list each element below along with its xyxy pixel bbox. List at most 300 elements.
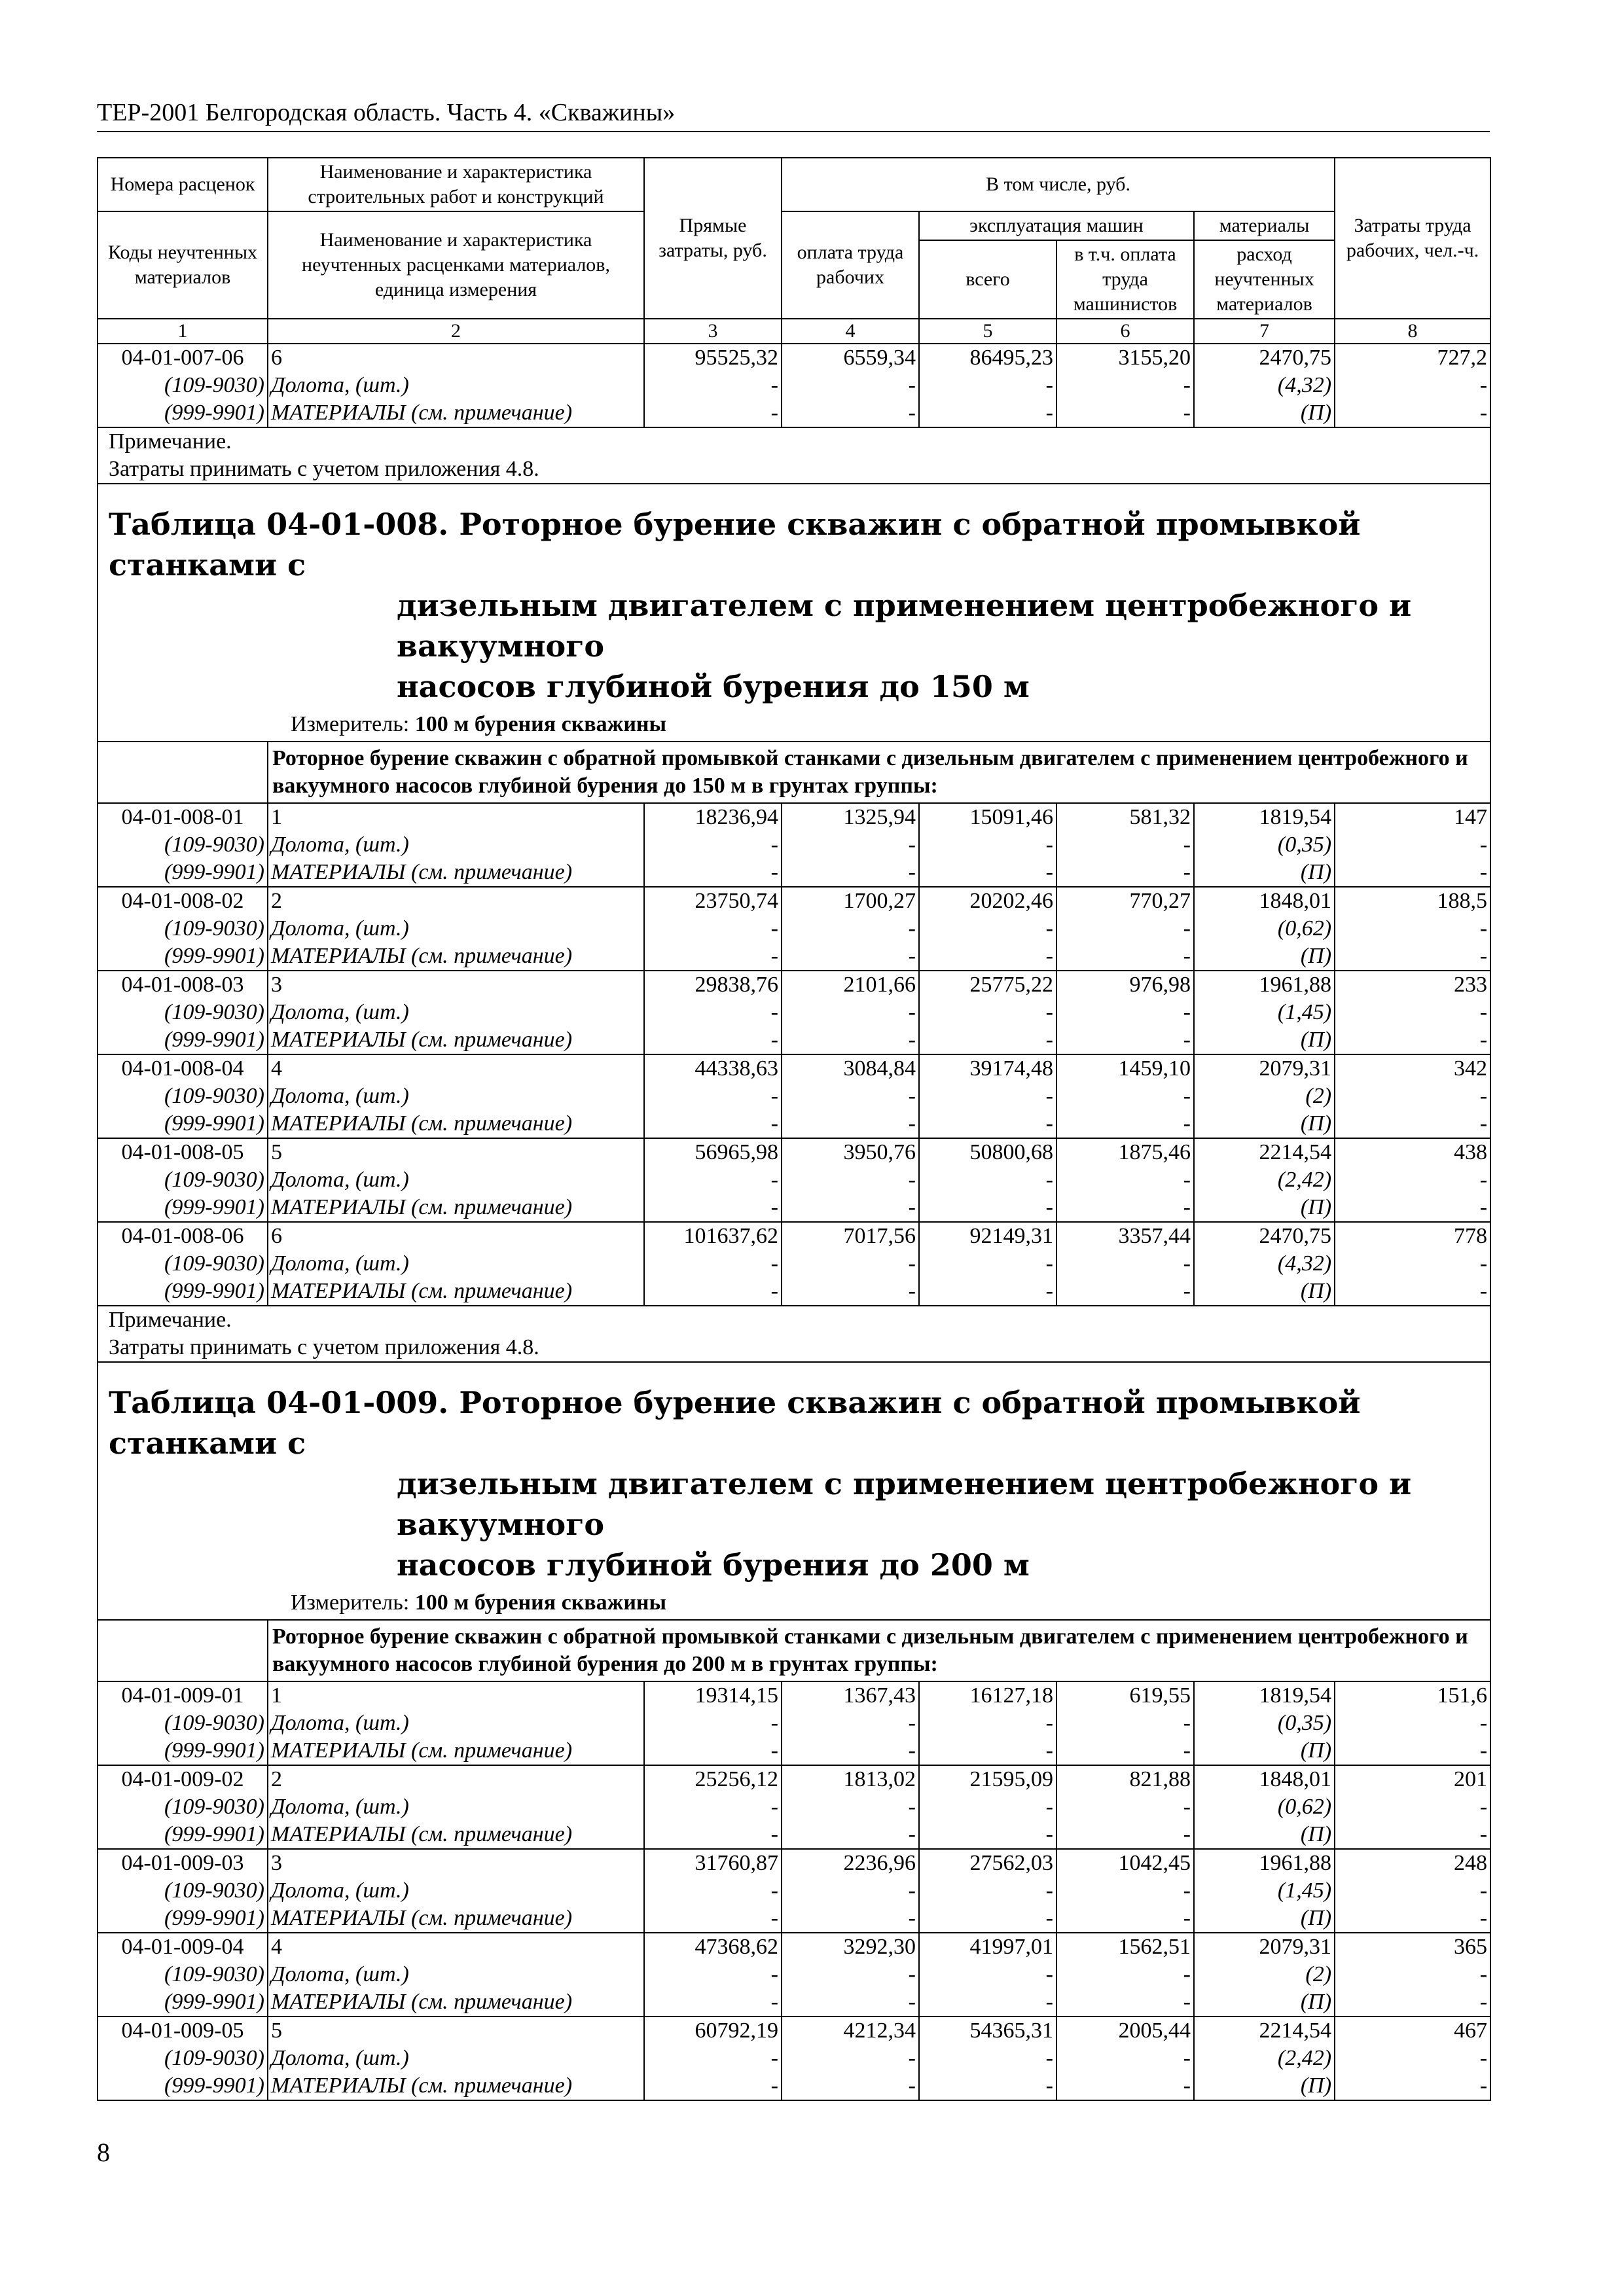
rate-code: 04-01-009-02 (98, 1765, 268, 1793)
dash: - (919, 372, 1056, 399)
value-c6: 581,32 (1056, 803, 1194, 831)
rate-name: 4 (268, 1933, 644, 1961)
dash: - (1056, 1250, 1194, 1278)
material-quantity: (2,42) (1194, 1166, 1335, 1194)
dash: - (1335, 1083, 1490, 1110)
column-number: 8 (1335, 319, 1490, 344)
note-text: Затраты принимать с учетом приложения 4.8. (109, 457, 539, 481)
dash: - (782, 1821, 919, 1849)
material-quantity: (1,45) (1194, 1877, 1335, 1905)
value-c3: 60792,19 (644, 2017, 782, 2045)
material-name: МАТЕРИАЛЫ (см. примечание) (268, 1026, 644, 1054)
rate-code: 04-01-009-04 (98, 1933, 268, 1961)
dash: - (919, 1194, 1056, 1222)
dash: - (1056, 1166, 1194, 1194)
dash: - (919, 1250, 1056, 1278)
dash: - (644, 1793, 782, 1821)
value-c8: 147 (1335, 803, 1490, 831)
value-c6: 1042,45 (1056, 1849, 1194, 1877)
column-number: 4 (782, 319, 919, 344)
value-c3: 18236,94 (644, 803, 782, 831)
value-c3: 47368,62 (644, 1933, 782, 1961)
value-c5: 41997,01 (919, 1933, 1056, 1961)
group-heading-row (98, 1620, 1490, 1681)
dash: - (644, 999, 782, 1026)
material-row (98, 1026, 1490, 1054)
material-code: (999-9901) (98, 942, 268, 971)
dash: - (1335, 1026, 1490, 1054)
dash: - (919, 831, 1056, 859)
value-c5: 20202,46 (919, 887, 1056, 915)
dash: - (919, 1877, 1056, 1905)
material-quantity: (П) (1194, 1278, 1335, 1306)
material-quantity: (0,35) (1194, 831, 1335, 859)
dash: - (644, 1110, 782, 1138)
dash: - (1056, 1905, 1194, 1933)
dash: - (782, 942, 919, 971)
dash: - (644, 942, 782, 971)
material-row (98, 1710, 1490, 1737)
header-total: всего (919, 240, 1056, 319)
table-row (98, 1138, 1490, 1166)
dash: - (1056, 1026, 1194, 1054)
value-c7: 1961,88 (1194, 1849, 1335, 1877)
column-number: 2 (268, 319, 644, 344)
dash: - (919, 1083, 1056, 1110)
material-name: МАТЕРИАЛЫ (см. примечание) (268, 1194, 644, 1222)
value-c8: 151,6 (1335, 1681, 1490, 1710)
value-c7: 1848,01 (1194, 1765, 1335, 1793)
dash: - (1056, 1961, 1194, 1988)
dash: - (782, 1083, 919, 1110)
material-row (98, 942, 1490, 971)
material-row (98, 399, 1490, 427)
material-code: (109-9030) (98, 372, 268, 399)
value-c4: 4212,34 (782, 2017, 919, 2045)
dash: - (644, 1710, 782, 1737)
dash: - (782, 1278, 919, 1306)
value-c8: 342 (1335, 1054, 1490, 1083)
dash: - (1056, 1110, 1194, 1138)
value-c8: 438 (1335, 1138, 1490, 1166)
header-direct: Прямые затраты, руб. (644, 158, 782, 319)
dash: - (1056, 1083, 1194, 1110)
dash: - (919, 2045, 1056, 2072)
material-code: (999-9901) (98, 859, 268, 887)
measure-label: Измеритель: (291, 1590, 410, 1615)
rate-name: 3 (268, 1849, 644, 1877)
value-c7: 2470,75 (1194, 1222, 1335, 1250)
dash: - (644, 1026, 782, 1054)
table-row (98, 1933, 1490, 1961)
dash: - (1335, 2045, 1490, 2072)
dash: - (1056, 1278, 1194, 1306)
dash: - (1056, 399, 1194, 427)
dash: - (1056, 859, 1194, 887)
table-row (98, 971, 1490, 999)
material-quantity: (П) (1194, 1988, 1335, 2017)
material-quantity: (П) (1194, 1026, 1335, 1054)
dash: - (1335, 1905, 1490, 1933)
dash: - (782, 1194, 919, 1222)
material-row (98, 1737, 1490, 1765)
value-c3: 29838,76 (644, 971, 782, 999)
value-c4: 1813,02 (782, 1765, 919, 1793)
material-code: (109-9030) (98, 831, 268, 859)
table-title-line2: дизельным двигателем с применением центробежного и вакуумного (397, 1466, 1412, 1542)
rate-code: 04-01-009-05 (98, 2017, 268, 2045)
column-number: 1 (98, 319, 268, 344)
table-row (98, 2017, 1490, 2045)
material-code: (999-9901) (98, 399, 268, 427)
value-c3: 19314,15 (644, 1681, 782, 1710)
value-c8: 467 (1335, 2017, 1490, 2045)
material-name: МАТЕРИАЛЫ (см. примечание) (268, 399, 644, 427)
dash: - (644, 1083, 782, 1110)
dash: - (919, 1166, 1056, 1194)
material-row (98, 999, 1490, 1026)
material-name: Долота, (шт.) (268, 915, 644, 942)
value-c3: 23750,74 (644, 887, 782, 915)
table-title-line2: дизельным двигателем с применением центробежного и вакуумного (397, 588, 1412, 664)
dash: - (919, 2072, 1056, 2100)
value-c6: 1562,51 (1056, 1933, 1194, 1961)
material-code: (999-9901) (98, 1026, 268, 1054)
dash: - (782, 1710, 919, 1737)
rate-name: 3 (268, 971, 644, 999)
table-row (98, 1681, 1490, 1710)
note-title: Примечание. (109, 1308, 232, 1332)
dash: - (919, 1026, 1056, 1054)
dash: - (1056, 1821, 1194, 1849)
value-c7: 2470,75 (1194, 344, 1335, 372)
rate-name: 6 (268, 1222, 644, 1250)
value-c7: 2079,31 (1194, 1054, 1335, 1083)
material-name: МАТЕРИАЛЫ (см. примечание) (268, 859, 644, 887)
rate-code: 04-01-007-06 (98, 344, 268, 372)
material-row (98, 831, 1490, 859)
value-c8: 248 (1335, 1849, 1490, 1877)
dash: - (782, 1961, 919, 1988)
dash: - (644, 1821, 782, 1849)
group-heading-row (98, 742, 1490, 803)
value-c4: 1367,43 (782, 1681, 919, 1710)
material-name: МАТЕРИАЛЫ (см. примечание) (268, 1988, 644, 2017)
value-c7: 2079,31 (1194, 1933, 1335, 1961)
material-code: (109-9030) (98, 1166, 268, 1194)
rate-code: 04-01-008-01 (98, 803, 268, 831)
material-row (98, 1250, 1490, 1278)
table-row (98, 1849, 1490, 1877)
value-c4: 3084,84 (782, 1054, 919, 1083)
dash: - (1335, 2072, 1490, 2100)
table-title: Таблица 04-01-009. Роторное бурение скважин с обратной промывкой станками с (109, 1385, 1361, 1461)
material-quantity: (П) (1194, 1905, 1335, 1933)
value-c6: 3155,20 (1056, 344, 1194, 372)
table-row (98, 1054, 1490, 1083)
dash: - (1335, 1166, 1490, 1194)
page-number: 8 (97, 2138, 110, 2167)
dash: - (919, 1905, 1056, 1933)
dash: - (782, 999, 919, 1026)
rate-name: 4 (268, 1054, 644, 1083)
dash: - (1056, 1877, 1194, 1905)
column-number: 5 (919, 319, 1056, 344)
header-col2-bottom: Наименование и характеристика неучтенных расценками материалов, единица измерения (268, 211, 644, 319)
column-number: 6 (1056, 319, 1194, 344)
rate-name: 2 (268, 887, 644, 915)
dash: - (644, 1877, 782, 1905)
material-row (98, 372, 1490, 399)
dash: - (782, 1793, 919, 1821)
dash: - (644, 1988, 782, 2017)
table-row (98, 1222, 1490, 1250)
table-title-cell (98, 1362, 1490, 1620)
material-row (98, 859, 1490, 887)
dash: - (1335, 831, 1490, 859)
value-c6: 619,55 (1056, 1681, 1194, 1710)
value-c4: 3292,30 (782, 1933, 919, 1961)
dash: - (1335, 1793, 1490, 1821)
dash: - (782, 1905, 919, 1933)
rate-code: 04-01-008-06 (98, 1222, 268, 1250)
value-c6: 770,27 (1056, 887, 1194, 915)
rate-code: 04-01-008-04 (98, 1054, 268, 1083)
dash: - (782, 915, 919, 942)
dash: - (1056, 2072, 1194, 2100)
dash: - (919, 942, 1056, 971)
dash: - (644, 1166, 782, 1194)
material-row (98, 1877, 1490, 1905)
dash: - (919, 1710, 1056, 1737)
material-code: (999-9901) (98, 2072, 268, 2100)
measure-label: Измеритель: (291, 712, 410, 736)
group-heading: Роторное бурение скважин с обратной промывкой станками с дизельным двигателем с применением центробежного и вакуумного насосов глубиной бурения до 150 м в грунтах группы: (268, 742, 1490, 803)
material-quantity: (4,32) (1194, 372, 1335, 399)
dash: - (644, 1961, 782, 1988)
dash: - (919, 1793, 1056, 1821)
dash: - (919, 399, 1056, 427)
value-c8: 778 (1335, 1222, 1490, 1250)
dash: - (1056, 1194, 1194, 1222)
value-c7: 1819,54 (1194, 1681, 1335, 1710)
material-quantity: (0,35) (1194, 1710, 1335, 1737)
material-code: (999-9901) (98, 1110, 268, 1138)
note-title: Примечание. (109, 429, 232, 454)
material-row (98, 1793, 1490, 1821)
note (98, 1306, 1490, 1362)
material-row (98, 915, 1490, 942)
material-row (98, 1166, 1490, 1194)
dash: - (644, 1194, 782, 1222)
material-name: МАТЕРИАЛЫ (см. примечание) (268, 1278, 644, 1306)
dash: - (919, 999, 1056, 1026)
table-row (98, 803, 1490, 831)
value-c6: 1459,10 (1056, 1054, 1194, 1083)
value-c4: 7017,56 (782, 1222, 919, 1250)
table-title-row (98, 484, 1490, 742)
rate-name: 1 (268, 803, 644, 831)
value-c3: 56965,98 (644, 1138, 782, 1166)
header-incl: В том числе, руб. (782, 158, 1335, 211)
group-heading-spacer (98, 1620, 268, 1681)
value-c4: 1700,27 (782, 887, 919, 915)
dash: - (1335, 1821, 1490, 1849)
dash: - (919, 1988, 1056, 2017)
header-machinist-pay: в т.ч. оплата труда машинистов (1056, 240, 1194, 319)
note-row (98, 1306, 1490, 1362)
value-c7: 1848,01 (1194, 887, 1335, 915)
table-title: Таблица 04-01-008. Роторное бурение скважин с обратной промывкой станками с (109, 507, 1361, 583)
dash: - (1335, 1110, 1490, 1138)
material-row (98, 2072, 1490, 2100)
value-c7: 2214,54 (1194, 1138, 1335, 1166)
material-code: (109-9030) (98, 1710, 268, 1737)
value-c8: 201 (1335, 1765, 1490, 1793)
value-c5: 27562,03 (919, 1849, 1056, 1877)
material-quantity: (2) (1194, 1083, 1335, 1110)
table-title-row (98, 1362, 1490, 1620)
table-row (98, 887, 1490, 915)
header-col2-top: Наименование и характеристика строительных работ и конструкций (268, 158, 644, 211)
dash: - (1335, 1194, 1490, 1222)
material-name: Долота, (шт.) (268, 1083, 644, 1110)
material-name: Долота, (шт.) (268, 2045, 644, 2072)
material-row (98, 1278, 1490, 1306)
material-name: Долота, (шт.) (268, 1250, 644, 1278)
dash: - (1335, 859, 1490, 887)
rate-code: 04-01-008-03 (98, 971, 268, 999)
dash: - (644, 1250, 782, 1278)
dash: - (782, 859, 919, 887)
dash: - (782, 2072, 919, 2100)
material-row (98, 1961, 1490, 1988)
material-name: Долота, (шт.) (268, 372, 644, 399)
value-c4: 2236,96 (782, 1849, 919, 1877)
material-code: (109-9030) (98, 2045, 268, 2072)
value-c5: 39174,48 (919, 1054, 1056, 1083)
dash: - (644, 399, 782, 427)
dash: - (782, 1110, 919, 1138)
header-rule (97, 131, 1490, 132)
column-number: 3 (644, 319, 782, 344)
value-c8: 365 (1335, 1933, 1490, 1961)
dash: - (919, 1821, 1056, 1849)
material-quantity: (1,45) (1194, 999, 1335, 1026)
dash: - (1056, 372, 1194, 399)
header-unaccounted: расход неучтенных материалов (1194, 240, 1335, 319)
value-c6: 2005,44 (1056, 2017, 1194, 2045)
material-code: (999-9901) (98, 1278, 268, 1306)
value-c3: 25256,12 (644, 1765, 782, 1793)
value-c7: 1819,54 (1194, 803, 1335, 831)
dash: - (1335, 372, 1490, 399)
material-code: (999-9901) (98, 1821, 268, 1849)
material-code: (999-9901) (98, 1988, 268, 2017)
material-quantity: (2) (1194, 1961, 1335, 1988)
value-c5: 21595,09 (919, 1765, 1056, 1793)
material-quantity: (П) (1194, 1110, 1335, 1138)
rate-name: 2 (268, 1765, 644, 1793)
material-quantity: (0,62) (1194, 915, 1335, 942)
material-quantity: (2,42) (1194, 2045, 1335, 2072)
dash: - (919, 1961, 1056, 1988)
value-c3: 101637,62 (644, 1222, 782, 1250)
material-code: (999-9901) (98, 1194, 268, 1222)
value-c7: 1961,88 (1194, 971, 1335, 999)
dash: - (1335, 1278, 1490, 1306)
material-quantity: (П) (1194, 1194, 1335, 1222)
material-code: (109-9030) (98, 915, 268, 942)
material-name: МАТЕРИАЛЫ (см. примечание) (268, 1821, 644, 1849)
material-name: МАТЕРИАЛЫ (см. примечание) (268, 1737, 644, 1765)
dash: - (644, 1905, 782, 1933)
material-quantity: (П) (1194, 859, 1335, 887)
material-name: МАТЕРИАЛЫ (см. примечание) (268, 942, 644, 971)
dash: - (1335, 1737, 1490, 1765)
value-c3: 31760,87 (644, 1849, 782, 1877)
dash: - (782, 1988, 919, 2017)
rate-code: 04-01-009-03 (98, 1849, 268, 1877)
rate-code: 04-01-008-05 (98, 1138, 268, 1166)
dash: - (644, 2072, 782, 2100)
material-code: (109-9030) (98, 1250, 268, 1278)
header-labor-pay: оплата труда рабочих (782, 211, 919, 319)
table-title-cell (98, 484, 1490, 742)
dash: - (782, 372, 919, 399)
group-heading-spacer (98, 742, 268, 803)
material-name: Долота, (шт.) (268, 831, 644, 859)
dash: - (919, 1737, 1056, 1765)
dash: - (782, 1166, 919, 1194)
dash: - (644, 859, 782, 887)
material-row (98, 1083, 1490, 1110)
dash: - (1335, 915, 1490, 942)
dash: - (919, 1110, 1056, 1138)
material-row (98, 1821, 1490, 1849)
value-c6: 1875,46 (1056, 1138, 1194, 1166)
note (98, 427, 1490, 484)
dash: - (1335, 399, 1490, 427)
dash: - (782, 1877, 919, 1905)
value-c5: 92149,31 (919, 1222, 1056, 1250)
header-labor-cost: Затраты труда рабочих, чел.-ч. (1335, 158, 1490, 319)
dash: - (644, 915, 782, 942)
value-c3: 95525,32 (644, 344, 782, 372)
rate-name: 1 (268, 1681, 644, 1710)
dash: - (1335, 1988, 1490, 2017)
dash: - (919, 915, 1056, 942)
dash: - (782, 831, 919, 859)
material-row (98, 1194, 1490, 1222)
material-row (98, 1905, 1490, 1933)
dash: - (1056, 831, 1194, 859)
dash: - (782, 2045, 919, 2072)
header-machines: эксплуатация машин (919, 211, 1194, 240)
dash: - (1056, 2045, 1194, 2072)
dash: - (1335, 999, 1490, 1026)
rate-name: 6 (268, 344, 644, 372)
material-name: Долота, (шт.) (268, 1710, 644, 1737)
value-c6: 821,88 (1056, 1765, 1194, 1793)
material-code: (109-9030) (98, 1961, 268, 1988)
material-code: (109-9030) (98, 1793, 268, 1821)
dash: - (644, 372, 782, 399)
price-table (97, 157, 1491, 2101)
material-quantity: (П) (1194, 399, 1335, 427)
material-name: Долота, (шт.) (268, 1877, 644, 1905)
dash: - (1056, 1793, 1194, 1821)
